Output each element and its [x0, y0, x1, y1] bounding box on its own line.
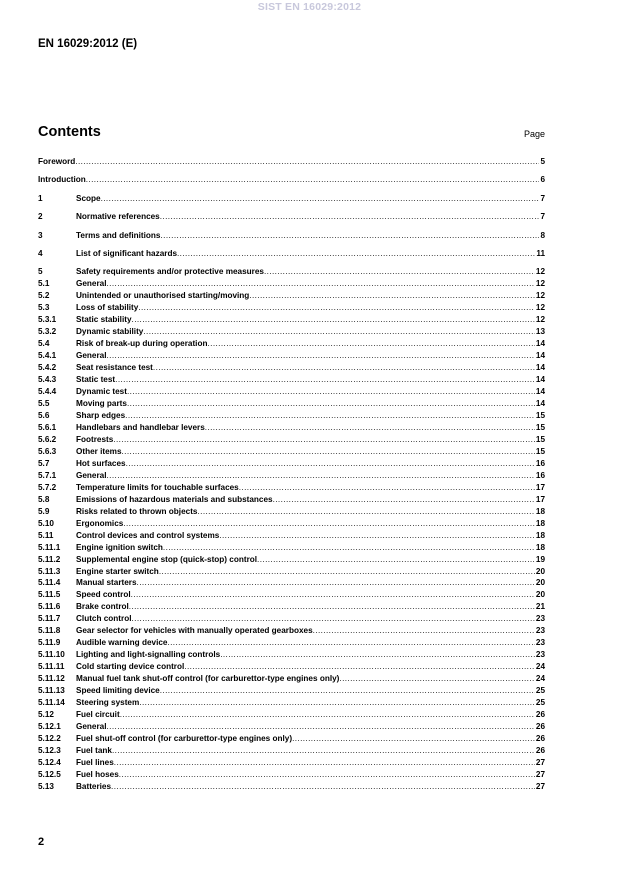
toc-entry-title: Fuel lines — [76, 758, 114, 768]
toc-leader-dots — [126, 459, 535, 469]
toc-entry[interactable] — [38, 315, 545, 325]
toc-entry-number: 5.11.2 — [38, 554, 61, 564]
toc-leader-dots — [264, 267, 535, 277]
watermark: SIST EN 16029:2012 — [257, 1, 362, 13]
toc-entry[interactable] — [38, 303, 545, 313]
toc-entry-title: Risk of break-up during operation — [76, 338, 208, 348]
toc-entry-page: 25 — [535, 698, 545, 708]
toc-entry-title: Cold starting device control — [76, 662, 185, 672]
toc-entry-page: 14 — [535, 350, 545, 360]
toc-entry-title: Clutch control — [76, 614, 132, 624]
toc-entry-title: Footrests — [76, 434, 114, 444]
toc-leader-dots — [219, 531, 535, 541]
toc-entry-title: Fuel hoses — [76, 770, 119, 780]
toc-entry-number: 5.4.3 — [38, 374, 57, 384]
toc-leader-dots — [131, 590, 535, 600]
toc-entry-page: 19 — [535, 554, 545, 564]
toc-entry-page: 17 — [535, 482, 545, 492]
toc-entry-page: 20 — [535, 578, 545, 588]
toc-entry-title: Loss of stability — [76, 302, 139, 312]
toc-entry-page: 12 — [535, 290, 545, 300]
toc-entry-title: Risks related to thrown objects — [76, 506, 198, 516]
toc-entry[interactable] — [38, 363, 545, 373]
toc-leader-dots — [107, 351, 535, 361]
toc-entry-number: 5.11.9 — [38, 638, 61, 648]
toc-entry-title: Normative references — [76, 212, 160, 222]
toc-entry-title: Gear selector for vehicles with manually operated gearboxes — [76, 626, 313, 636]
toc-entry[interactable] — [38, 194, 545, 204]
toc-leader-dots — [114, 758, 535, 768]
toc-entry-title: Lighting and light-signalling controls — [76, 650, 221, 660]
toc-entry-title: Control devices and control systems — [76, 530, 220, 540]
toc-entry-number: 5.11.3 — [38, 566, 61, 576]
toc-entry-title: Terms and definitions — [76, 230, 161, 240]
toc-leader-dots — [137, 578, 535, 588]
toc-entry-number: 5.11.8 — [38, 626, 61, 636]
toc-leader-dots — [239, 483, 535, 493]
toc-entry[interactable] — [38, 249, 545, 259]
toc-entry[interactable] — [38, 758, 545, 768]
toc-entry-page: 14 — [535, 374, 545, 384]
toc-entry-page: 23 — [535, 638, 545, 648]
toc-entry-page: 17 — [535, 494, 545, 504]
toc-entry-title: Hot surfaces — [76, 458, 126, 468]
toc-entry-number: 5.7.1 — [38, 470, 57, 480]
toc-leader-dots — [111, 782, 535, 792]
toc-entry-title: Moving parts — [76, 398, 127, 408]
toc-entry[interactable] — [38, 411, 545, 421]
toc-entry[interactable] — [38, 267, 545, 277]
toc-entry[interactable] — [38, 471, 545, 481]
toc-entry[interactable] — [38, 567, 545, 577]
toc-entry-number: 4 — [38, 249, 43, 258]
toc-entry-page: 14 — [535, 386, 545, 396]
toc-entry-number: 5.12.2 — [38, 734, 61, 744]
toc-entry-number: 1 — [38, 193, 43, 203]
toc-entry-page: 15 — [535, 410, 545, 420]
toc-leader-dots — [163, 543, 535, 553]
toc-entry[interactable] — [38, 459, 545, 469]
toc-leader-dots — [273, 495, 535, 505]
toc-leader-dots — [313, 626, 535, 636]
toc-leader-dots — [160, 686, 535, 696]
toc-leader-dots — [101, 194, 540, 204]
toc-entry-page: 24 — [535, 674, 545, 684]
toc-leader-dots — [86, 175, 540, 185]
toc-entry-page: 15 — [535, 422, 545, 432]
toc-entry-number: 5.12.4 — [38, 758, 61, 768]
toc-entry-title: Steering system — [76, 698, 140, 708]
toc-entry-number: 5.11.7 — [38, 614, 61, 624]
toc-entry-title: Speed limiting device — [76, 686, 160, 696]
toc-entry-title: General — [76, 278, 107, 288]
toc-entry[interactable] — [38, 483, 545, 493]
toc-entry-page: 26 — [535, 746, 545, 756]
toc-leader-dots — [127, 387, 535, 397]
toc-entry-page: 23 — [535, 614, 545, 624]
toc-entry-number: 5.3.2 — [38, 326, 57, 336]
toc-leader-dots — [132, 315, 535, 325]
toc-entry-page: 7 — [540, 193, 545, 203]
toc-leader-dots — [249, 291, 535, 301]
toc-entry-title: General — [76, 470, 107, 480]
toc-entry-page: 14 — [535, 338, 545, 348]
toc-entry-title: Handlebars and handlebar levers — [76, 422, 205, 432]
toc-entry[interactable] — [38, 375, 545, 385]
toc-entry-page: 20 — [535, 566, 545, 576]
toc-entry[interactable] — [38, 590, 545, 600]
toc-entry[interactable] — [38, 279, 545, 289]
toc-entry-title: Fuel shut-off control (for carburettor-type engines only) — [76, 734, 293, 744]
toc-entry-number: 5.4.4 — [38, 386, 57, 396]
toc-entry[interactable] — [38, 662, 545, 672]
toc-entry-number: 5.11.10 — [38, 650, 65, 660]
toc-entry-title: Static test — [76, 374, 116, 384]
toc-leader-dots — [220, 650, 535, 660]
toc-entry-number: 5.12.5 — [38, 770, 61, 780]
toc-leader-dots — [127, 399, 535, 409]
toc-entry-page: 26 — [535, 722, 545, 732]
toc-leader-dots — [184, 662, 535, 672]
toc-entry[interactable] — [38, 387, 545, 397]
toc-entry[interactable] — [38, 447, 545, 457]
toc-entry-number: 5.5 — [38, 398, 50, 408]
toc-entry-title: Foreword — [38, 157, 76, 166]
toc-entry-title: Manual starters — [76, 578, 137, 588]
toc-entry-title: Introduction — [38, 175, 86, 185]
contents-heading: Contents — [38, 124, 101, 140]
toc-entry-number: 5.9 — [38, 506, 50, 516]
toc-entry-page: 26 — [535, 734, 545, 744]
toc-entry[interactable] — [38, 686, 545, 696]
toc-entry-page: 12 — [535, 302, 545, 312]
toc-entry-title: Batteries — [76, 782, 112, 792]
toc-entry-title: Sharp edges — [76, 410, 126, 420]
toc-entry-page: 7 — [540, 212, 545, 222]
toc-entry-number: 5.10 — [38, 518, 54, 528]
toc-entry-number: 5.13 — [38, 782, 54, 792]
toc-entry-page: 16 — [535, 458, 545, 468]
toc-entry-number: 5.4.2 — [38, 362, 57, 372]
toc-entry-number: 5 — [38, 267, 43, 276]
toc-leader-dots — [119, 770, 535, 780]
toc-entry-title: Emissions of hazardous materials and substances — [76, 494, 273, 504]
toc-entry-title: Fuel circuit — [76, 710, 120, 720]
toc-entry-number: 5.7 — [38, 458, 50, 468]
toc-entry[interactable] — [38, 519, 545, 529]
toc-entry-number: 5.11.11 — [38, 662, 65, 672]
toc-entry[interactable] — [38, 734, 545, 744]
toc-entry[interactable] — [38, 435, 545, 445]
toc-entry-page: 27 — [535, 770, 545, 780]
toc-entry-title: Speed control — [76, 590, 131, 600]
toc-entry[interactable] — [38, 157, 545, 167]
toc-entry-title: Unintended or unauthorised starting/moving — [76, 290, 250, 300]
toc-entry[interactable] — [38, 507, 545, 517]
toc-entry-number: 5.11.6 — [38, 602, 61, 612]
toc-entry-title: List of significant hazards — [76, 249, 177, 258]
toc-leader-dots — [159, 567, 535, 577]
toc-entry-page: 16 — [535, 470, 545, 480]
footer-page-number: 2 — [38, 836, 45, 848]
toc-leader-dots — [292, 734, 535, 744]
toc-entry[interactable] — [38, 339, 545, 349]
toc-entry[interactable] — [38, 327, 545, 337]
toc-entry-page: 15 — [535, 434, 545, 444]
toc-entry[interactable] — [38, 710, 545, 720]
toc-entry-title: Engine starter switch — [76, 566, 159, 576]
toc-entry-title: Ergonomics — [76, 518, 124, 528]
toc-entry-page: 27 — [535, 758, 545, 768]
toc-entry-number: 5.6.2 — [38, 434, 57, 444]
toc-leader-dots — [205, 423, 535, 433]
toc-entry-title: Static stability — [76, 314, 132, 324]
toc-entry-page: 24 — [535, 662, 545, 672]
toc-entry-page: 12 — [535, 278, 545, 288]
toc-entry[interactable] — [38, 175, 545, 185]
toc-entry-title: Scope — [76, 193, 101, 203]
toc-entry[interactable] — [38, 746, 545, 756]
toc-entry-number: 3 — [38, 230, 43, 240]
toc-entry-number: 5.1 — [38, 278, 50, 288]
toc-leader-dots — [113, 435, 535, 445]
toc-entry[interactable] — [38, 722, 545, 732]
toc-leader-dots — [160, 231, 539, 241]
toc-entry-page: 15 — [535, 446, 545, 456]
toc-entry[interactable] — [38, 399, 545, 409]
toc-entry[interactable] — [38, 495, 545, 505]
toc-entry-number: 5.7.2 — [38, 482, 57, 492]
toc-leader-dots — [167, 638, 534, 648]
toc-entry-number: 5.11.4 — [38, 578, 61, 588]
toc-leader-dots — [257, 555, 535, 565]
toc-entry[interactable] — [38, 698, 545, 708]
toc-entry-title: Temperature limits for touchable surfaces — [76, 482, 239, 492]
document-id: EN 16029:2012 (E) — [38, 38, 138, 50]
toc-leader-dots — [177, 249, 535, 259]
toc-entry-page: 25 — [535, 686, 545, 696]
toc-leader-dots — [125, 411, 535, 421]
toc-entry-page: 6 — [540, 175, 545, 185]
toc-entry-number: 5.2 — [38, 290, 50, 300]
page-column-label: Page — [523, 129, 545, 139]
toc-entry-number: 5.11.12 — [38, 674, 65, 684]
toc-entry-page: 20 — [535, 590, 545, 600]
toc-entry-number: 5.3.1 — [38, 314, 57, 324]
toc-entry-number: 5.11.13 — [38, 686, 65, 696]
toc-entry[interactable] — [38, 650, 545, 660]
toc-entry-number: 5.11.14 — [38, 698, 65, 708]
toc-entry-page: 5 — [540, 157, 545, 166]
toc-entry-page: 26 — [535, 710, 545, 720]
toc-entry-number: 5.12 — [38, 710, 54, 720]
toc-entry-number: 5.11 — [38, 530, 54, 540]
toc-leader-dots — [207, 339, 534, 349]
toc-entry-title: General — [76, 722, 107, 732]
toc-leader-dots — [112, 746, 535, 756]
toc-leader-dots — [153, 363, 535, 373]
toc-entry-page: 18 — [535, 506, 545, 516]
toc-entry-page: 11 — [536, 249, 545, 258]
toc-entry-title: Fuel tank — [76, 746, 112, 756]
toc-entry[interactable] — [38, 231, 545, 241]
toc-entry-page: 21 — [535, 602, 545, 612]
toc-entry-page: 12 — [535, 314, 545, 324]
toc-leader-dots — [120, 710, 535, 720]
toc-entry[interactable] — [38, 770, 545, 780]
toc-entry-page: 13 — [535, 326, 545, 336]
toc-entry[interactable] — [38, 782, 545, 792]
toc-entry-title: Manual fuel tank shut-off control (for carburettor-type engines only) — [76, 674, 340, 684]
toc-entry[interactable] — [38, 578, 545, 588]
toc-entry-page: 18 — [535, 518, 545, 528]
toc-leader-dots — [107, 471, 535, 481]
toc-leader-dots — [123, 519, 535, 529]
toc-entry-number: 5.12.1 — [38, 722, 61, 732]
toc-entry-title: Dynamic stability — [76, 326, 144, 336]
toc-entry-number: 5.3 — [38, 302, 50, 312]
toc-leader-dots — [339, 674, 535, 684]
toc-entry-page: 14 — [535, 362, 545, 372]
toc-entry[interactable] — [38, 423, 545, 433]
toc-leader-dots — [132, 614, 535, 624]
toc-entry-number: 5.12.3 — [38, 746, 61, 756]
toc-entry-title: General — [76, 350, 107, 360]
toc-entry[interactable] — [38, 555, 545, 565]
toc-leader-dots — [107, 279, 535, 289]
toc-leader-dots — [139, 698, 535, 708]
toc-entry-number: 5.4 — [38, 338, 50, 348]
toc-entry-title: Safety requirements and/or protective measures — [76, 267, 264, 276]
toc-entry-page: 18 — [535, 530, 545, 540]
toc-leader-dots — [197, 507, 534, 517]
toc-entry-number: 5.4.1 — [38, 350, 57, 360]
toc-entry-number: 5.8 — [38, 494, 50, 504]
toc-entry[interactable] — [38, 543, 545, 553]
toc-entry-page: 18 — [535, 542, 545, 552]
toc-entry-title: Supplemental engine stop (quick-stop) control — [76, 554, 258, 564]
toc-entry[interactable] — [38, 531, 545, 541]
toc-entry[interactable] — [38, 614, 545, 624]
toc-entry[interactable] — [38, 291, 545, 301]
toc-entry[interactable] — [38, 626, 545, 636]
toc-entry-title: Seat resistance test — [76, 362, 153, 372]
toc-entry-page: 12 — [535, 267, 545, 276]
toc-entry-page: 8 — [540, 230, 545, 240]
toc-entry-number: 5.11.5 — [38, 590, 61, 600]
toc-leader-dots — [160, 212, 540, 222]
toc-leader-dots — [107, 722, 535, 732]
toc-entry[interactable] — [38, 212, 545, 222]
toc-leader-dots — [138, 303, 535, 313]
toc-entry-number: 5.6 — [38, 410, 50, 420]
toc-entry[interactable] — [38, 602, 545, 612]
toc-leader-dots — [115, 375, 535, 385]
toc-entry[interactable] — [38, 674, 545, 684]
toc-entry[interactable] — [38, 638, 545, 648]
toc-entry-page: 27 — [535, 782, 545, 792]
toc-entry-title: Engine ignition switch — [76, 542, 163, 552]
toc-entry-title: Audible warning device — [76, 638, 168, 648]
toc-leader-dots — [122, 447, 535, 457]
toc-entry-number: 5.6.1 — [38, 422, 57, 432]
toc-entry-title: Brake control — [76, 602, 129, 612]
toc-entry-page: 23 — [535, 650, 545, 660]
toc-leader-dots — [143, 327, 535, 337]
toc-entry-title: Other items — [76, 446, 122, 456]
toc-entry-page: 14 — [535, 398, 545, 408]
toc-entry-number: 5.11.1 — [38, 542, 61, 552]
toc-entry-number: 2 — [38, 212, 43, 222]
toc-leader-dots — [129, 602, 535, 612]
toc-entry[interactable] — [38, 351, 545, 361]
toc-entry-title: Dynamic test — [76, 386, 127, 396]
toc-leader-dots — [75, 157, 539, 167]
toc-entry-page: 23 — [535, 626, 545, 636]
toc-entry-number: 5.6.3 — [38, 446, 57, 456]
